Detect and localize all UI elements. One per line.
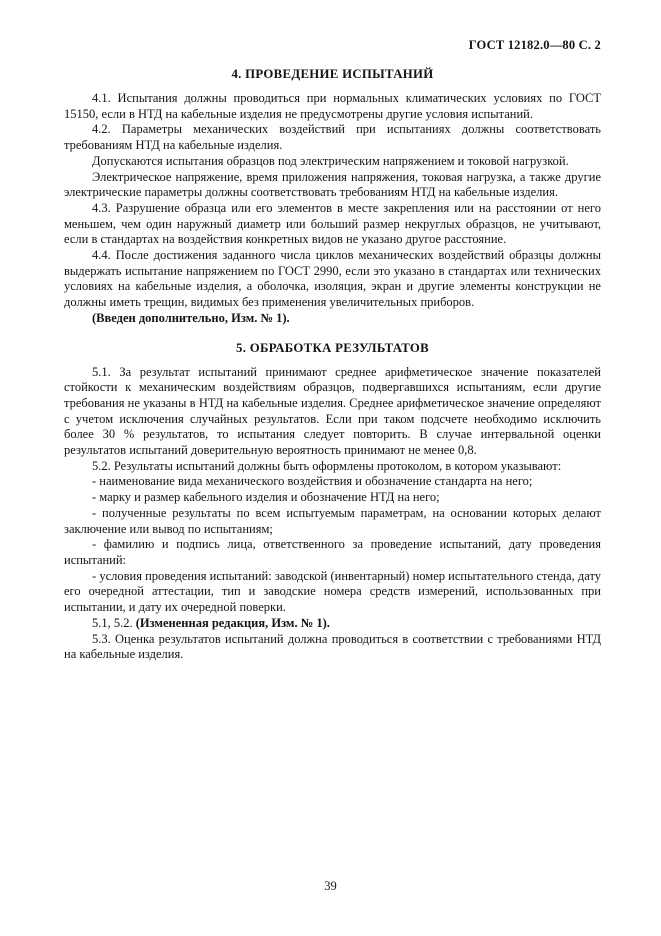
paragraph: 5.2. Результаты испытаний должны быть оформлены протоколом, в котором указывают:	[92, 458, 562, 473]
paragraph: Допускаются испытания образцов под электрическим напряжением и токовой нагрузкой.	[92, 153, 569, 168]
section-title: 5. ОБРАБОТКА РЕЗУЛЬТАТОВ	[236, 340, 429, 355]
list-item: - условия проведения испытаний: заводской (инвентарный) номер испытательного стенда, дату его очередной аттестации, тип и заводские номера средств измерений, использованных при испытании, и дату их очередной поверки.	[64, 568, 601, 615]
amendment-note: (Введен дополнительно, Изм. № 1).	[92, 310, 290, 325]
section-title: 4. ПРОВЕДЕНИЕ ИСПЫТАНИЙ	[231, 67, 434, 81]
paragraph: 4.1. Испытания должны проводиться при нормальных климатических условиях по ГОСТ 15150, если в НТД на кабельные изделия не предусмотрены другие условия испытаний.	[64, 91, 601, 121]
amendment-prefix: 5.1, 5.2.	[92, 615, 136, 630]
paragraph: 5.3. Оценка результатов испытаний должна проводиться в соответствии с требованиями НТД на кабельные изделия.	[64, 631, 601, 662]
paragraph: 4.4. После достижения заданного числа циклов механических воздействий образцы должны выдержать испытание напряжением по ГОСТ 2990, если это указано в стандартах или технических условиях на кабельные изделия, а оболочка, изоляция, экран и другие элементы конструкции не должны иметь трещин, видимых без применения увеличительных приборов.	[64, 248, 601, 310]
paragraph: 5.1. За результат испытаний принимают среднее арифметическое значение показателей стойкости к механическим воздействиям образцов, подвергавшихся испытаниям, если другие требования не указаны в НТД на кабельные изделия. Среднее арифметическое значение определяют с учетом исключения случайных результатов. Если при таком подсчете необходимо исключить более 30 % результатов, то испытания следует повторить. В случае интервальной оценки результатов испытаний доверительную вероятность принимают не менее 0,8.	[64, 364, 601, 458]
page-header: ГОСТ 12182.0—80 С. 2	[468, 38, 601, 52]
amendment-text: (Измененная редакция, Изм. № 1).	[135, 615, 330, 630]
section-results-processing	[64, 341, 601, 663]
list-item: - наименование вида механического воздействия и обозначение стандарта на него;	[92, 474, 533, 489]
list-item: - фамилию и подпись лица, ответственного за проведение испытаний, дату проведения испытаний:	[64, 537, 601, 567]
list-item: - марку и размер кабельного изделия и обозначение НТД на него;	[92, 490, 440, 505]
list-item: - полученные результаты по всем испытуемым параметрам, на основании которых делают заключение или вывод по испытаниям;	[64, 505, 601, 536]
paragraph: 4.2. Параметры механических воздействий при испытаниях должны соответствовать требованиям НТД на кабельные изделия.	[64, 122, 601, 153]
amendment-note	[64, 616, 601, 632]
paragraph: 4.3. Разрушение образца или его элементов в месте закрепления или на расстоянии от него меньшем, чем один наружный диаметр или больший размер некруглых образцов, не учитывают, если в стандартах на воздействия конкретных видов не указано другое расстояние.	[64, 200, 601, 247]
section-test-procedure	[64, 67, 601, 327]
paragraph: Электрическое напряжение, время приложения напряжения, токовая нагрузка, а также другие электрические параметры должны соответствовать требованиям НТД на кабельные изделия.	[64, 169, 601, 200]
page-number: 39	[324, 879, 337, 893]
